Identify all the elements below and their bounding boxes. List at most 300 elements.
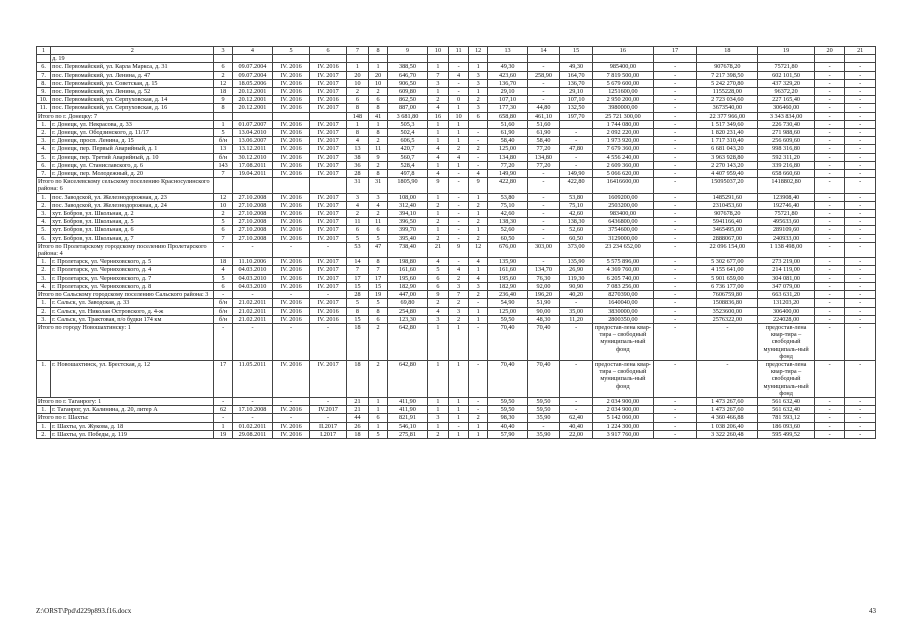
table-cell: - xyxy=(449,226,469,234)
header-cell: 9 xyxy=(388,47,427,55)
table-cell: 9 xyxy=(368,153,388,161)
table-cell: пос. Первомайский, ул. Ленина, д. 52 xyxy=(51,88,214,96)
table-cell: IV. 2016 xyxy=(273,63,310,71)
table-cell: IV. 2016 xyxy=(273,137,310,145)
table-cell: 7 679 360,00 xyxy=(592,145,653,153)
table-cell: IV. 2016 xyxy=(273,218,310,226)
table-row xyxy=(37,242,876,257)
table-cell xyxy=(388,55,427,63)
table-cell: 3980000,00 xyxy=(592,104,653,112)
table-cell: 197,70 xyxy=(560,112,593,120)
table-cell: г. Донецк, ул. Ободзинского, д. 11/17 xyxy=(51,129,214,137)
table-cell: 2 xyxy=(368,161,388,169)
table-cell: - xyxy=(814,315,844,323)
table-cell: II.2017 xyxy=(310,422,347,430)
table-cell: - xyxy=(845,282,876,290)
table-cell: 273 219,00 xyxy=(758,258,815,266)
table-cell: - xyxy=(653,129,697,137)
table-cell: 75721,80 xyxy=(758,210,815,218)
table-cell: - xyxy=(653,145,697,153)
table-cell: 20.12.2001 xyxy=(232,104,272,112)
table-cell xyxy=(468,55,488,63)
table-cell: 11,20 xyxy=(560,315,593,323)
table-cell xyxy=(468,120,488,128)
table-row xyxy=(37,112,876,120)
table-cell: 136,70 xyxy=(560,79,593,87)
table-cell: 5 xyxy=(214,129,232,137)
table-cell: 35,90 xyxy=(527,430,560,438)
table-cell: - xyxy=(527,226,560,234)
table-cell: 49,30 xyxy=(488,63,527,71)
table-cell: 2888067,00 xyxy=(697,234,758,242)
header-cell: 18 xyxy=(697,47,758,55)
table-cell: 18 xyxy=(347,430,369,438)
table-cell: 10 xyxy=(368,79,388,87)
page-number: 43 xyxy=(869,607,876,615)
table-row xyxy=(37,406,876,414)
table-cell: 8 xyxy=(368,170,388,178)
table-cell: 2 xyxy=(368,137,388,145)
table-cell: 1. xyxy=(37,360,51,397)
table-cell xyxy=(273,112,310,120)
table-cell xyxy=(758,55,815,63)
table-cell: 1. xyxy=(37,422,51,430)
table-cell: - xyxy=(560,323,593,360)
table-cell: - xyxy=(845,291,876,299)
table-cell: IV. 2016 xyxy=(273,266,310,274)
table-cell: 10 xyxy=(449,112,469,120)
table-cell: - xyxy=(449,63,469,71)
table-cell: - xyxy=(845,161,876,169)
table-cell: 3 xyxy=(468,71,488,79)
table-cell: 1 xyxy=(468,193,488,201)
table-cell: 15 xyxy=(347,282,369,290)
table-cell: IV. 2016 xyxy=(273,145,310,153)
table-cell: - xyxy=(560,153,593,161)
table-cell: 4 xyxy=(468,170,488,178)
table-cell: - xyxy=(845,226,876,234)
table-cell: 1 xyxy=(468,315,488,323)
table-cell: 22,00 xyxy=(560,430,593,438)
table-cell xyxy=(814,55,844,63)
table-cell: 1 xyxy=(427,193,449,201)
table-row xyxy=(37,104,876,112)
table-cell: 497,8 xyxy=(388,170,427,178)
table-cell xyxy=(347,55,369,63)
table-cell: - xyxy=(653,291,697,299)
table-cell: 15 xyxy=(347,315,369,323)
table-cell: 906,50 xyxy=(388,79,427,87)
table-cell: 3. xyxy=(37,137,51,145)
table-cell: 23 234 652,00 xyxy=(592,242,653,257)
table-cell: - xyxy=(653,282,697,290)
table-cell: 8 xyxy=(347,104,369,112)
table-cell: 602 101,50 xyxy=(758,71,815,79)
table-cell: IV. 2017 xyxy=(310,226,347,234)
table-cell: 4 xyxy=(214,266,232,274)
table-cell: 271 988,60 xyxy=(758,129,815,137)
table-cell: - xyxy=(814,323,844,360)
table-cell: г. Донецк, просп. Ленина, д. 15 xyxy=(51,137,214,145)
table-cell: г. Сальск, ул. Трактовая, п/о будки 174 км xyxy=(51,315,214,323)
table-cell: - xyxy=(273,414,310,422)
table-cell: 107,10 xyxy=(560,96,593,104)
table-cell: - xyxy=(845,414,876,422)
table-cell: 2 xyxy=(449,145,469,153)
table-cell: - xyxy=(814,79,844,87)
table-cell: 560,7 xyxy=(388,153,427,161)
table-cell: 8 xyxy=(368,129,388,137)
header-cell: 4 xyxy=(232,47,272,55)
table-cell: 31 xyxy=(368,178,388,193)
table-cell: 41 xyxy=(368,112,388,120)
table-cell: IV. 2016 xyxy=(273,129,310,137)
table-row xyxy=(37,397,876,405)
table-cell: 3 963 928,80 xyxy=(697,153,758,161)
table-cell: - xyxy=(814,266,844,274)
table-cell: предостав-лена квар-тира – свободный муниципаль-ный фонд xyxy=(592,323,653,360)
table-cell: 38 xyxy=(347,153,369,161)
table-cell: - xyxy=(653,307,697,315)
table-cell: - xyxy=(449,218,469,226)
table-cell: IV. 2017 xyxy=(310,210,347,218)
table-cell: - xyxy=(653,88,697,96)
table-cell: - xyxy=(653,193,697,201)
table-cell: - xyxy=(468,161,488,169)
table-cell: 4 369 760,00 xyxy=(592,266,653,274)
table-cell: - xyxy=(845,112,876,120)
table-cell: 11 xyxy=(368,145,388,153)
table-cell: - xyxy=(232,323,272,360)
table-cell: - xyxy=(653,397,697,405)
table-cell: 60,50 xyxy=(560,234,593,242)
header-cell: 20 xyxy=(814,47,844,55)
table-cell: 76,30 xyxy=(527,274,560,282)
table-cell: 17.08.2011 xyxy=(232,161,272,169)
table-cell: 6 xyxy=(347,226,369,234)
table-cell: 7. xyxy=(37,170,51,178)
table-cell: - xyxy=(845,153,876,161)
table-cell: 132,50 xyxy=(560,104,593,112)
table-cell: 1. xyxy=(37,406,51,414)
table-cell xyxy=(232,178,272,193)
table-cell: 25 721 300,00 xyxy=(592,112,653,120)
table-cell: 3 343 834,00 xyxy=(758,112,815,120)
table-cell: - xyxy=(845,88,876,96)
table-cell: - xyxy=(449,210,469,218)
table-cell: - xyxy=(653,226,697,234)
table-cell: 6. xyxy=(37,161,51,169)
table-cell: - xyxy=(653,120,697,128)
table-cell: - xyxy=(653,79,697,87)
table-cell: 3 xyxy=(427,315,449,323)
table-cell: г. Шахты, ул. Победы, д. 119 xyxy=(51,430,214,438)
table-cell: 8 xyxy=(347,129,369,137)
table-cell: - xyxy=(527,201,560,209)
table-cell: 2 xyxy=(347,210,369,218)
table-cell: - xyxy=(653,201,697,209)
table-cell: 51,90 xyxy=(527,299,560,307)
table-cell: IV. 2016 xyxy=(273,161,310,169)
table-cell: 58,40 xyxy=(527,137,560,145)
table-cell: - xyxy=(527,170,560,178)
table-cell: 423,60 xyxy=(488,71,527,79)
table-cell: 1 473 267,60 xyxy=(697,406,758,414)
table-cell xyxy=(653,55,697,63)
table-cell: 04.03.2010 xyxy=(232,282,272,290)
table-cell: 20.12.2001 xyxy=(232,88,272,96)
table-cell xyxy=(488,55,527,63)
table-cell: IV. 2016 xyxy=(273,315,310,323)
table-cell: 9 xyxy=(468,178,488,193)
table-cell: - xyxy=(845,145,876,153)
table-cell: - xyxy=(468,299,488,307)
table-cell: г. Шахты, ул. Жукова, д. 18 xyxy=(51,422,214,430)
table-cell: 70,40 xyxy=(527,323,560,360)
table-cell: IV. 2016 xyxy=(273,430,310,438)
table-cell: - xyxy=(845,430,876,438)
header-cell: 13 xyxy=(488,47,527,55)
table-cell xyxy=(232,55,272,63)
table-cell: 20 xyxy=(347,71,369,79)
table-cell: - xyxy=(310,397,347,405)
table-cell: IV. 2016 xyxy=(273,282,310,290)
table-row xyxy=(37,258,876,266)
table-cell: 1155228,00 xyxy=(697,88,758,96)
table-cell: - xyxy=(845,242,876,257)
table-cell: 1 xyxy=(347,120,369,128)
table-cell: - xyxy=(468,323,488,360)
table-cell: 2 xyxy=(468,218,488,226)
table-cell: - xyxy=(845,360,876,397)
table-cell: 125,00 xyxy=(488,145,527,153)
table-cell: предостав-лена квар-тира – свободный муниципаль-ный фонд xyxy=(758,323,815,360)
table-cell: пос. Первомайский, ул. Серпуховская, д. 16 xyxy=(51,104,214,112)
table-cell: 2 270 143,20 xyxy=(697,161,758,169)
table-cell: 422,80 xyxy=(488,178,527,193)
table-cell: 4 155 641,00 xyxy=(697,266,758,274)
table-cell: - xyxy=(845,406,876,414)
table-cell: - xyxy=(449,258,469,266)
table-cell: IV. 2016 xyxy=(310,307,347,315)
table-cell: - xyxy=(653,137,697,145)
table-cell: 48,30 xyxy=(527,315,560,323)
table-cell: 1 xyxy=(427,129,449,137)
table-cell: пос. Заводской, ул. Железнодорожная, д. 24 xyxy=(51,201,214,209)
table-cell: 985400,00 xyxy=(592,63,653,71)
table-cell: - xyxy=(560,360,593,397)
table-cell: 6 xyxy=(427,274,449,282)
table-cell: 28 xyxy=(347,170,369,178)
table-cell: 59,50 xyxy=(488,315,527,323)
table-cell: 447,00 xyxy=(388,291,427,299)
table-row xyxy=(37,422,876,430)
table-cell: - xyxy=(814,307,844,315)
table-cell: 10 xyxy=(214,201,232,209)
table-row xyxy=(37,291,876,299)
table-cell: 1 xyxy=(449,414,469,422)
table-cell: 16 xyxy=(427,112,449,120)
table-cell: - xyxy=(527,178,560,193)
table-cell: пос. Первомайский, ул. Ленина, д. 47 xyxy=(51,71,214,79)
table-cell: 143 xyxy=(214,161,232,169)
table-cell: 9 xyxy=(214,96,232,104)
table-cell: - xyxy=(273,323,310,360)
table-cell: 62 xyxy=(214,406,232,414)
table-cell: 35,90 xyxy=(527,414,560,422)
table-cell: 658 660,60 xyxy=(758,170,815,178)
table-cell: г. Пролетарск, ул. Черняховского, д. 4 xyxy=(51,266,214,274)
header-cell: 5 xyxy=(273,47,310,55)
table-cell: 3523600,00 xyxy=(697,307,758,315)
table-cell: IV. 2016 xyxy=(273,360,310,397)
table-cell: 21 xyxy=(347,397,369,405)
table-cell xyxy=(37,55,51,63)
table-cell: 4. xyxy=(37,218,51,226)
table-cell: г. Сальск, ул. Николая Островского, д. 4-ж xyxy=(51,307,214,315)
table-cell: 2 xyxy=(449,315,469,323)
table-cell: - xyxy=(653,178,697,193)
table-cell xyxy=(427,55,449,63)
table-cell: 676,00 xyxy=(488,242,527,257)
table-cell: - xyxy=(814,170,844,178)
table-cell: 6 xyxy=(368,315,388,323)
table-cell xyxy=(527,55,560,63)
table-cell: - xyxy=(449,234,469,242)
table-cell: 306460,00 xyxy=(758,104,815,112)
table-cell: 47,80 xyxy=(560,145,593,153)
table-cell: 3754600,00 xyxy=(592,226,653,234)
table-cell: г. Донецк, пер. Первый Аварийный, д. 1 xyxy=(51,145,214,153)
table-cell: - xyxy=(232,414,272,422)
table-cell: предостав-лена квар-тира – свободный муниципаль-ный фонд xyxy=(592,360,653,397)
table-cell: IV. 2017 xyxy=(310,170,347,178)
table-cell: 3465495,00 xyxy=(697,226,758,234)
table-cell: - xyxy=(527,422,560,430)
table-cell: 7606759,80 xyxy=(697,291,758,299)
table-cell: - xyxy=(845,71,876,79)
table-cell: 40,40 xyxy=(488,422,527,430)
table-cell: 13 xyxy=(347,145,369,153)
table-cell: IV. 2017 xyxy=(310,201,347,209)
table-cell: 1 xyxy=(449,129,469,137)
table-cell: 5. xyxy=(37,226,51,234)
table-cell: 18.05.2006 xyxy=(232,79,272,87)
table-cell: 13 xyxy=(214,145,232,153)
table-cell: - xyxy=(814,178,844,193)
table-cell: 642,80 xyxy=(388,360,427,397)
table-cell: - xyxy=(653,96,697,104)
table-cell: 303,00 xyxy=(527,242,560,257)
table-cell: 2 xyxy=(468,201,488,209)
table-cell: - xyxy=(814,360,844,397)
table-cell: 11.05.2011 xyxy=(232,360,272,397)
table-cell: 254,80 xyxy=(388,307,427,315)
table-cell xyxy=(310,178,347,193)
table-cell: 1251600,00 xyxy=(592,88,653,96)
table-cell: IV. 2016 xyxy=(273,153,310,161)
table-cell: 4 xyxy=(427,170,449,178)
table-cell: 388,50 xyxy=(388,63,427,71)
table-cell: - xyxy=(845,193,876,201)
table-row xyxy=(37,218,876,226)
table-cell: - xyxy=(653,170,697,178)
table-cell: 59,50 xyxy=(488,406,527,414)
table-cell: IV. 2016 xyxy=(273,104,310,112)
table-cell: 658,80 xyxy=(488,112,527,120)
table-cell: 7 xyxy=(347,266,369,274)
table-cell: - xyxy=(560,299,593,307)
table-cell: 58,40 xyxy=(488,137,527,145)
table-cell: 4 xyxy=(368,201,388,209)
table-cell: - xyxy=(653,406,697,414)
table-cell: 1 717 310,40 xyxy=(697,137,758,145)
table-row xyxy=(37,63,876,71)
table-cell: 5 xyxy=(368,234,388,242)
table-cell: - xyxy=(814,161,844,169)
table-cell: - xyxy=(468,360,488,397)
table-cell: - xyxy=(845,234,876,242)
table-cell: 11 xyxy=(368,218,388,226)
table-cell: 119,30 xyxy=(560,274,593,282)
table-cell: 21.02.2011 xyxy=(232,299,272,307)
table-cell: 887,00 xyxy=(388,104,427,112)
table-cell: IV. 2017 xyxy=(310,137,347,145)
table-cell: - xyxy=(845,129,876,137)
table-cell: 224028,00 xyxy=(758,315,815,323)
table-cell: 821,91 xyxy=(388,414,427,422)
table-cell: - xyxy=(527,258,560,266)
table-cell: 3 xyxy=(468,282,488,290)
table-cell: 495633,60 xyxy=(758,218,815,226)
table-cell: 40,40 xyxy=(560,422,593,430)
table-cell xyxy=(560,120,593,128)
table-cell: 1 xyxy=(427,226,449,234)
table-cell: 7 819 500,00 xyxy=(592,71,653,79)
table-cell: IV. 2017 xyxy=(310,120,347,128)
table-cell: 5 xyxy=(214,274,232,282)
table-cell: 1. xyxy=(37,299,51,307)
table-cell: IV. 2016 xyxy=(273,210,310,218)
table-cell: - xyxy=(845,299,876,307)
table-cell: 1 xyxy=(368,120,388,128)
table-cell: - xyxy=(814,71,844,79)
table-cell: 70,40 xyxy=(488,323,527,360)
table-cell: 1 xyxy=(449,120,469,128)
table-cell: 4 xyxy=(427,258,449,266)
header-cell: 17 xyxy=(653,47,697,55)
table-cell: - xyxy=(845,315,876,323)
table-cell: - xyxy=(232,242,272,257)
header-cell: 21 xyxy=(845,47,876,55)
table-cell: 164,70 xyxy=(560,71,593,79)
table-cell: - xyxy=(845,63,876,71)
table-cell: 4 xyxy=(427,104,449,112)
table-cell: 2576322,00 xyxy=(697,315,758,323)
table-cell: 1 138 498,00 xyxy=(758,242,815,257)
table-cell: 226 730,40 xyxy=(758,120,815,128)
table-cell: 09.07.2004 xyxy=(232,71,272,79)
table-cell: - xyxy=(845,96,876,104)
table-cell: 12 xyxy=(468,242,488,257)
table-row xyxy=(37,96,876,104)
table-cell: г. Сальск, ул. Заводская, д. 33 xyxy=(51,299,214,307)
table-cell: 61,90 xyxy=(488,129,527,137)
table-cell: 3 917 760,00 xyxy=(592,430,653,438)
table-cell: 7 xyxy=(449,291,469,299)
table-cell: 3 xyxy=(427,414,449,422)
table-cell: 4 556 240,00 xyxy=(592,153,653,161)
